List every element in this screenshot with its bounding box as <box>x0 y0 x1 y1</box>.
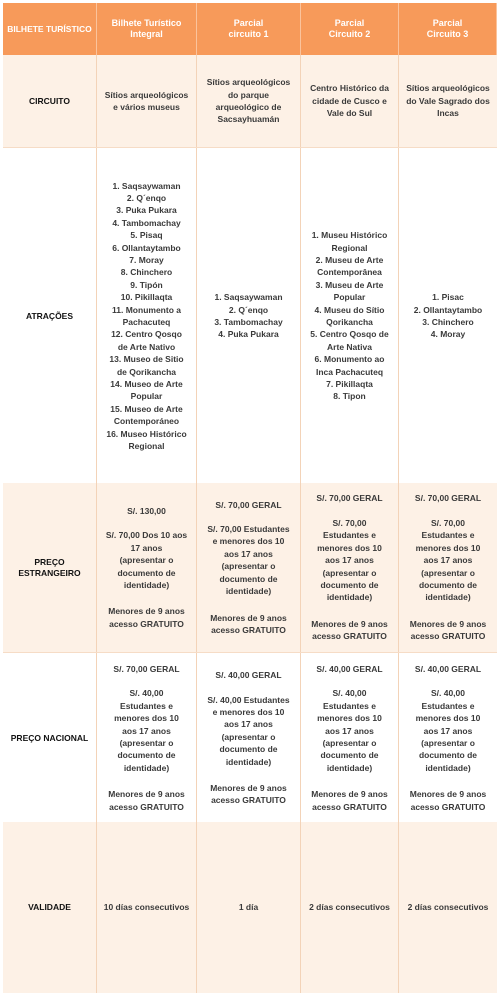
price-line: S/. 40,00 Estudantes <box>207 694 290 705</box>
preco-estrangeiro-integral <box>97 483 197 652</box>
price-line: documento de <box>219 573 278 584</box>
cell-line: Contemporânea <box>317 267 382 278</box>
price-mid <box>207 523 289 597</box>
price-line: S/. 70,00 GERAL <box>113 663 180 674</box>
cell-line: Sítios arqueológicos <box>104 89 189 100</box>
price-top <box>415 492 481 504</box>
price-line: S/. 70,00 <box>430 517 465 528</box>
header-circuito-2: Parcial Circuito 2 <box>301 3 399 55</box>
price-line: acesso GRATUITO <box>109 618 184 629</box>
price-top <box>215 669 281 681</box>
price-line: (apresentar o <box>221 731 276 742</box>
circuito-circuito-1 <box>197 55 301 147</box>
price-line: aos 17 anos <box>325 725 374 736</box>
price-line: Menores de 9 anos <box>210 612 287 623</box>
cell-line: 12. Centro Qosqo <box>111 329 182 340</box>
price-bot <box>210 612 287 637</box>
price-line: S/. 40,00 GERAL <box>316 663 383 674</box>
price-line: 17 anos <box>130 542 163 553</box>
price-mid <box>106 529 187 591</box>
price-line: menores dos 10 <box>317 713 382 724</box>
cell-line: 2. Q´enqo <box>126 192 167 203</box>
cell-line: 4. Museu do Sítio <box>314 304 385 315</box>
preco-estrangeiro-circuito-1 <box>197 483 301 652</box>
price-line: Menores de 9 anos <box>108 606 185 617</box>
atracoes-circuito-1 <box>197 148 301 484</box>
row-label-circuito: CIRCUITO <box>3 55 97 147</box>
header-circuito-3: Parcial Circuito 3 <box>399 3 497 55</box>
price-mid <box>416 687 481 774</box>
price-line: identidade) <box>123 762 170 773</box>
price-line: S/. 40,00 <box>430 688 465 699</box>
price-top <box>127 505 166 517</box>
price-line: Estudantes e <box>421 530 475 541</box>
price-line: Estudantes e <box>421 700 475 711</box>
table-header-row <box>3 3 497 55</box>
cell-line: Sítios arqueológicos <box>406 83 490 94</box>
price-line: (apresentar o <box>221 561 276 572</box>
cell-line: Arte Nativa <box>327 341 372 352</box>
preco-nacional-circuito-1 <box>197 653 301 823</box>
price-line: S/. 130,00 <box>127 505 166 516</box>
price-line: documento de <box>117 750 176 761</box>
cell-line: 1. Pisac <box>432 292 464 303</box>
price-top <box>316 663 382 675</box>
cell-line: do Vale Sagrado dos <box>406 95 490 106</box>
cell-line: 6. Monumento ao <box>314 354 385 365</box>
price-bot <box>410 788 487 813</box>
cell-line: 8. Tipon <box>333 391 366 402</box>
price-line: aos 17 anos <box>122 725 171 736</box>
price-line: Menores de 9 anos <box>409 618 487 629</box>
price-line: aos 17 anos <box>224 548 273 559</box>
tourist-ticket-table <box>3 3 497 993</box>
price-line: (apresentar o <box>322 567 377 578</box>
cell-line: do parque <box>227 89 270 100</box>
price-top <box>113 663 179 675</box>
price-bot <box>311 618 388 643</box>
cell-line: 8. Chinchero <box>120 267 173 278</box>
price-line: identidade) <box>225 586 272 597</box>
cell-line: 15. Museo de Arte <box>110 403 183 414</box>
price-bot <box>108 788 185 813</box>
cell-line: 1. Saqsaywaman <box>112 180 181 191</box>
atracoes-circuito-2 <box>301 148 399 484</box>
price-line: S/. 70,00 Estudantes <box>207 524 290 535</box>
price-line: S/. 70,00 GERAL <box>414 493 482 504</box>
price-line: acesso GRATUITO <box>312 631 387 642</box>
price-line: (apresentar o <box>322 738 377 748</box>
circuito-circuito-3 <box>399 55 497 147</box>
cell-line: 7. Moray <box>129 254 164 265</box>
price-line: aos 17 anos <box>325 555 374 566</box>
price-top <box>316 492 382 504</box>
cell-line: Popular <box>130 391 163 402</box>
cell-line: 13. Museo de Sitio <box>109 354 184 365</box>
price-line: Estudantes e <box>120 700 173 711</box>
price-line: S/. 70,00 GERAL <box>215 499 282 510</box>
price-bot <box>311 788 388 813</box>
price-line: documento de <box>320 750 379 761</box>
price-line: documento de <box>320 579 379 590</box>
price-line: Estudantes e <box>323 530 376 541</box>
price-line: S/. 70,00 <box>332 517 367 528</box>
table-row-atracoes <box>3 147 497 484</box>
price-mid <box>207 694 289 768</box>
price-mid <box>114 687 179 774</box>
cell-line: 4. Tambomachay <box>112 217 181 228</box>
cell-line: Pachacuteq <box>122 317 171 327</box>
table-row-circuito <box>3 55 497 147</box>
validade-circuito-3: 2 días consecutivos <box>407 902 489 913</box>
price-line: S/. 70,00 GERAL <box>316 493 383 504</box>
price-line: acesso GRATUITO <box>211 624 286 635</box>
price-line: S/. 40,00 GERAL <box>215 670 282 681</box>
price-line: identidade) <box>425 592 471 603</box>
price-line: documento de <box>219 744 278 755</box>
row-label-validade: VALIDADE <box>3 822 97 993</box>
cell-line: Inca Pachacuteq <box>315 366 384 377</box>
price-line: S/. 70,00 Dos 10 aos <box>105 530 188 541</box>
header-integral: Bilhete Turístico Integral <box>97 3 197 55</box>
cell-line: 3. Chinchero <box>422 317 474 327</box>
price-mid <box>317 687 382 774</box>
table-row-preco-nacional <box>3 652 497 823</box>
preco-estrangeiro-circuito-2 <box>301 483 399 652</box>
price-line: S/. 40,00 <box>332 688 367 699</box>
cell-line: Popular <box>333 292 366 303</box>
row-label-preco-estrangeiro: PREÇO ESTRANGEIRO <box>3 483 97 652</box>
cell-line: Sacsayhuamán <box>217 114 280 125</box>
cell-line: 11. Monumento a <box>112 304 181 315</box>
cell-line: 5. Centro Qosqo de <box>310 329 389 340</box>
cell-line: Regional <box>128 441 165 452</box>
table-row-preco-estrangeiro <box>3 483 497 652</box>
cell-line: 3. Puka Pukara <box>116 205 177 216</box>
price-line: S/. 40,00 <box>129 688 164 699</box>
cell-line: Vale do Sul <box>326 108 373 119</box>
price-line: acesso GRATUITO <box>109 801 184 812</box>
price-line: identidade) <box>123 579 170 590</box>
price-line: acesso GRATUITO <box>211 795 286 806</box>
price-line: e menores dos 10 <box>212 706 285 717</box>
price-line: acesso GRATUITO <box>312 801 387 812</box>
cell-line: 1. Museu Histórico <box>311 230 388 241</box>
cell-line: Incas <box>437 108 459 119</box>
price-line: documento de <box>117 567 176 578</box>
price-line: acesso GRATUITO <box>410 801 486 812</box>
cell-line: 9. Tipón <box>130 279 163 290</box>
price-line: aos 17 anos <box>423 555 473 566</box>
cell-line: cidade de Cusco e <box>312 95 387 106</box>
cell-line: Qorikancha <box>326 317 373 327</box>
cell-line: 3. Tambomachay <box>214 317 283 327</box>
price-line: identidade) <box>326 592 373 603</box>
cell-line: 14. Museo de Arte <box>110 379 183 390</box>
price-line: identidade) <box>225 756 272 767</box>
cell-line: 4. Puka Pukara <box>218 329 279 340</box>
preco-nacional-circuito-3 <box>399 653 497 823</box>
header-ticket-type: BILHETE TURÍSTICO <box>3 3 97 55</box>
cell-line: 2. Ollantaytambo <box>413 304 483 315</box>
price-line: Menores de 9 anos <box>409 789 487 800</box>
price-bot <box>410 618 487 643</box>
price-line: menores dos 10 <box>415 542 481 553</box>
cell-line: Sítios arqueológicos <box>206 77 291 88</box>
cell-line: 3. Museu de Arte <box>315 279 384 290</box>
cell-line: Contemporáneo <box>113 416 180 427</box>
cell-line: 2. Q´enqo <box>228 304 269 315</box>
price-line: (apresentar o <box>421 567 475 578</box>
price-line: acesso GRATUITO <box>410 631 486 642</box>
price-bot <box>108 605 185 630</box>
price-line: (apresentar o <box>421 738 475 748</box>
price-line: identidade) <box>425 762 471 773</box>
price-top <box>415 663 481 675</box>
price-line: e menores dos 10 <box>212 536 285 547</box>
price-line: menores dos 10 <box>114 713 179 724</box>
cell-line: 7. Pikillaqta <box>326 379 373 390</box>
circuito-circuito-2 <box>301 55 399 147</box>
cell-line: 10. Pikillaqta <box>120 292 173 303</box>
cell-line: arqueológico de <box>215 102 282 112</box>
atracoes-integral <box>97 148 197 484</box>
atracoes-circuito-3 <box>399 148 497 484</box>
price-line: Menores de 9 anos <box>108 789 185 800</box>
price-mid <box>416 517 481 604</box>
price-line: documento de <box>418 579 478 590</box>
price-line: Estudantes e <box>323 700 376 711</box>
cell-line: 4. Moray <box>430 329 466 340</box>
preco-nacional-integral <box>97 653 197 823</box>
price-bot <box>210 782 287 807</box>
row-label-preco-nacional: PREÇO NACIONAL <box>3 653 97 823</box>
validade-circuito-2: 2 días consecutivos <box>301 822 399 993</box>
price-line: menores dos 10 <box>415 713 481 724</box>
cell-line: 16. Museo Histórico <box>106 428 187 439</box>
cell-line: Regional <box>331 242 368 253</box>
header-circuito-1: Parcial circuito 1 <box>197 3 301 55</box>
price-mid <box>317 517 382 604</box>
preco-nacional-circuito-2 <box>301 653 399 823</box>
cell-line: 6. Ollantaytambo <box>112 242 181 253</box>
cell-line: e vários museus <box>113 102 180 112</box>
validade-integral: 10 días consecutivos <box>97 822 197 993</box>
cell-line: de Qorikancha <box>116 366 177 377</box>
price-line: S/. 40,00 GERAL <box>414 663 482 674</box>
cell-line: 5. Pisaq <box>130 230 163 241</box>
price-line: Menores de 9 anos <box>311 789 388 800</box>
circuito-integral <box>97 55 197 147</box>
price-line: menores dos 10 <box>317 542 382 553</box>
price-top <box>215 499 281 511</box>
preco-estrangeiro-circuito-3 <box>399 483 497 652</box>
cell-line: de Arte Nativo <box>117 341 176 352</box>
price-line: documento de <box>418 750 478 761</box>
validade-circuito-1: 1 día <box>197 822 301 993</box>
row-label-atracoes: ATRAÇÕES <box>3 148 97 484</box>
price-line: aos 17 anos <box>423 725 473 736</box>
price-line: identidade) <box>326 762 373 773</box>
price-line: (apresentar o <box>119 738 174 748</box>
price-line: aos 17 anos <box>224 719 273 730</box>
price-line: (apresentar o <box>119 555 174 566</box>
table-row-validade <box>3 822 497 993</box>
cell-line: Centro Histórico da <box>310 83 389 94</box>
cell-line: 1. Saqsaywaman <box>214 292 283 303</box>
price-line: Menores de 9 anos <box>311 618 388 629</box>
price-line: Menores de 9 anos <box>210 783 287 794</box>
cell-line: 2. Museu de Arte <box>315 254 384 265</box>
